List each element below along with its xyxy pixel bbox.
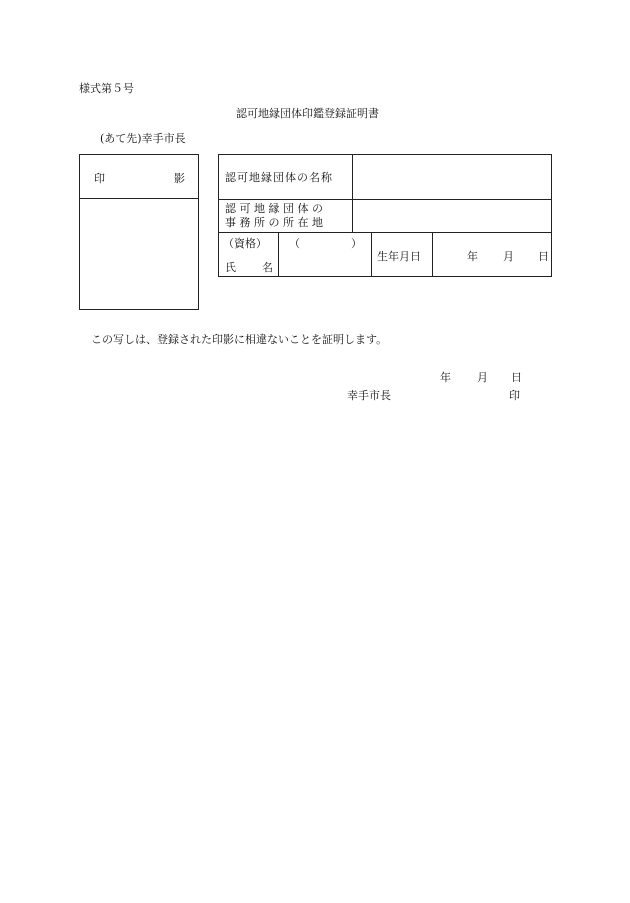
table-divider	[219, 232, 551, 233]
birth-day-label: 日	[538, 250, 549, 263]
table-divider	[371, 232, 372, 277]
office-address-label-line2: 事 務 所 の 所 在 地	[225, 216, 323, 229]
issue-day-label: 日	[511, 371, 522, 384]
issue-year-label: 年	[440, 371, 451, 384]
issuer-seal-mark: 印	[509, 389, 520, 402]
representative-label-2: 名	[262, 261, 273, 274]
qualification-paren-open: （	[289, 237, 300, 250]
form-number: 様式第５号	[79, 82, 134, 95]
table-divider	[278, 232, 279, 277]
seal-label-left: 印	[94, 172, 105, 185]
issue-month-label: 月	[477, 371, 488, 384]
qualification-label: （資格）	[223, 237, 267, 250]
birth-date-label: 生年月日	[377, 250, 421, 263]
table-divider	[219, 199, 551, 200]
organization-name-label: 認可地縁団体の名称	[225, 171, 333, 184]
birth-month-label: 月	[503, 250, 514, 263]
birth-year-label: 年	[467, 250, 478, 263]
registration-table	[218, 154, 552, 277]
seal-box-header	[80, 155, 198, 199]
document-title: 認可地縁団体印鑑登録証明書	[236, 107, 379, 120]
representative-label-1: 氏	[225, 261, 236, 274]
qualification-paren-close: ）	[351, 237, 362, 250]
office-address-label-line1: 認 可 地 縁 団 体 の	[225, 202, 323, 215]
addressee: (あて先)幸手市長	[100, 132, 186, 145]
table-divider	[432, 232, 433, 277]
issuer-name: 幸手市長	[347, 389, 391, 402]
seal-label-right: 影	[174, 172, 185, 185]
certification-statement: この写しは、登録された印影に相違ないことを証明します。	[91, 333, 388, 346]
seal-impression-box	[79, 154, 199, 310]
table-divider	[352, 155, 353, 232]
